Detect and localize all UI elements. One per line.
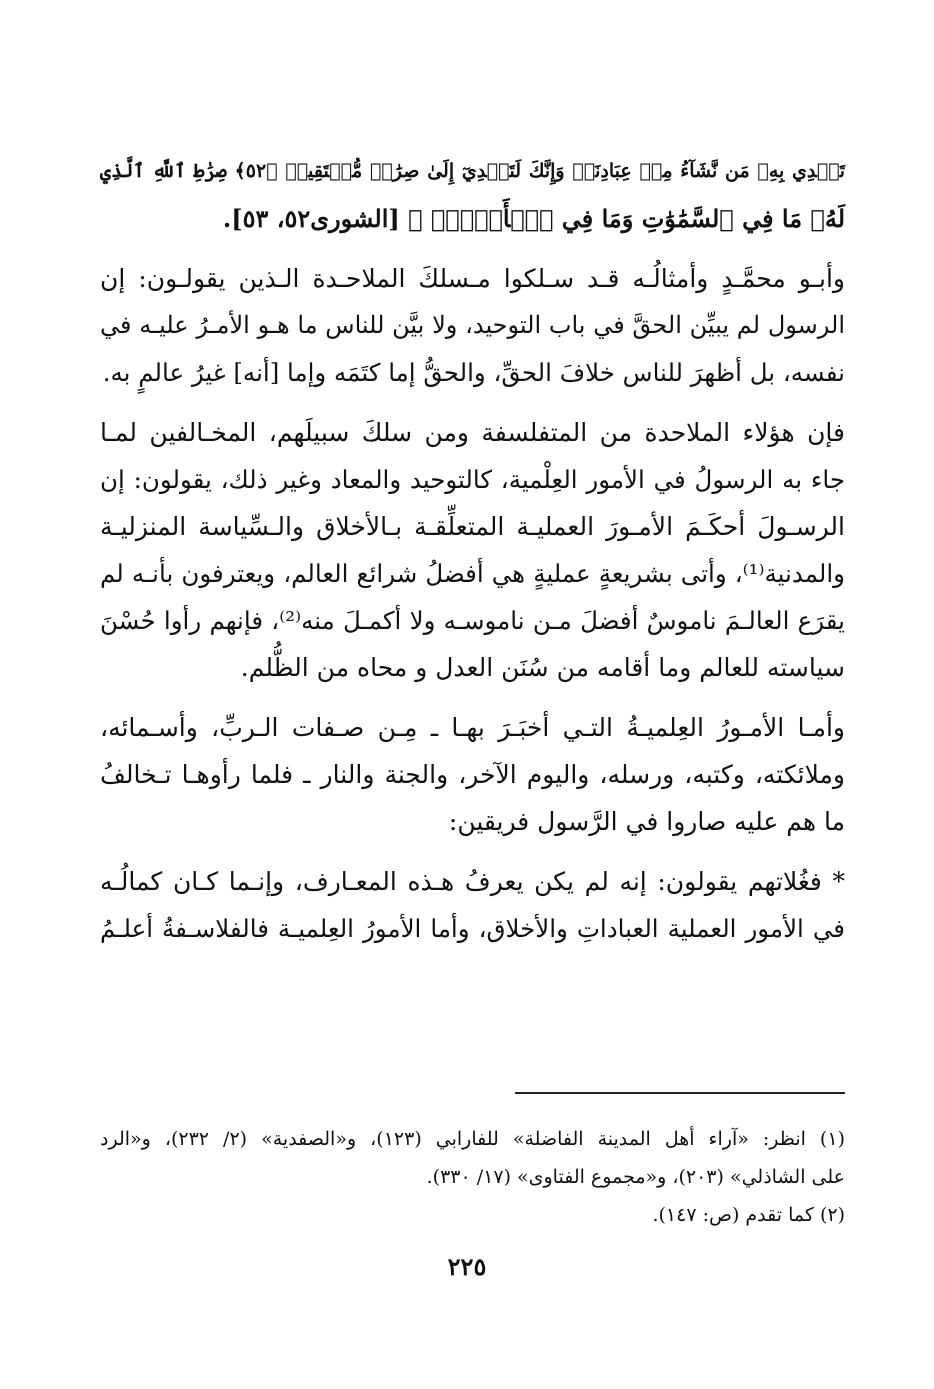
text-line: والمدنية⁽¹⁾، وأتى بشريعةٍ عمليةٍ هي أفضلُ شرائع العالم، ويعترفون بأنـه لم (100, 559, 845, 588)
text-line: وأمـا الأمـورُ العِلميـةُ التـي أخبَـرَ بهـا ـ مِـن صـفات الـربِّ، وأسـمائه، (100, 713, 845, 742)
text-line: وأبـو محمَّـدٍ وأمثالُـه قـد سـلكوا مـسلكَ الملاحـدة الـذين يقولـون: إن (100, 264, 845, 293)
text-line: فإن هؤلاء الملاحدة من المتفلسفة ومن سلكَ سبيلَهم، المخـالفين لمـا (100, 418, 845, 447)
text-line: جاء به الرسولُ في الأمور العِلْمية، كالتوحيد والمعاد وغير ذلك، يقولون: إن (100, 465, 845, 494)
quran-verse-block (100, 148, 845, 242)
footnote-line: على الشاذلي» (٢٠٣)، و«مجموع الفتاوى» (١٧/ ٣٣٠). (426, 1166, 845, 1188)
verse-line: تَهۡدِي بِهِۦ مَن نَّشَآءُ مِنۡ عِبَادِنَاۚ وَإِنَّكَ لَتَهۡدِيٓ إِلَىٰ صِرَٰطٖ مُّسۡتَقِيمٖ ﴿٥٢﴾ صِرَٰطِ ٱللَّهِ ٱلَّذِي (100, 160, 845, 182)
text-line: يقرَع العالـمَ ناموسٌ أفضلَ مـن ناموسـه ولا أكمـلَ منه⁽²⁾، فإنهم رأوا حُسْنَ (100, 606, 845, 635)
text-line: نفسه، بل أظهرَ للناس خلافَ الحقِّ، والحقُّ إما كتَمَه وإما [أنه] غيرُ عالمٍ به. (102, 358, 845, 387)
footnote-line: (٢) كما تقدم (ص: ١٤٧). (652, 1204, 845, 1226)
verse-line: لَهُۥ مَا فِي ٱلسَّمَٰوَٰتِ وَمَا فِي ٱلۡأَرۡضِۗ ﴾ [الشورى٥٢، ٥٣]. (222, 204, 845, 233)
text-line: ما هم عليه صاروا في الرَّسول فريقين: (448, 807, 845, 836)
footnote-separator (515, 1092, 845, 1094)
paragraph-4 (100, 858, 845, 952)
paragraph-2 (100, 409, 845, 691)
page-body (100, 148, 845, 952)
text-line: وملائكته، وكتبه، ورسله، واليوم الآخر، والجنة والنار ـ فلما رأوهـا تـخالفُ (100, 760, 845, 789)
footnote-line: (١) انظر: «آراء أهل المدينة الفاضلة» للفارابي (١٢٣)، و«الصفدية» (٢/ ٢٣٢)، و«الرد (100, 1128, 845, 1150)
text-line: * فغُلاتهم يقولون: إنه لم يكن يعرفُ هـذه المعـارف، وإنـما كـان كمالُـه (100, 867, 845, 896)
text-line: الرسـولَ أحكَـمَ الأمـورَ العمليـة المتعلِّقـة بـالأخلاق والـسِّياسة المنزليـة (100, 512, 845, 541)
page-number: ٢٢٥ (447, 1252, 487, 1281)
text-line: الرسول لم يبيِّن الحقَّ في باب التوحيد، ولا بيَّن للناس ما هـو الأمـرُ عليـه في (100, 311, 845, 339)
text-line: سياسته للعالم وما أقامه من سُنَن العدل و محاه من الظُّلم. (240, 653, 845, 682)
paragraph-1 (100, 255, 845, 396)
text-line: في الأمور العملية العباداتِ والأخلاق، وأما الأمورُ العِلميـة فالفلاسـفةُ أعلـمُ (100, 914, 845, 943)
paragraph-3 (100, 704, 845, 845)
